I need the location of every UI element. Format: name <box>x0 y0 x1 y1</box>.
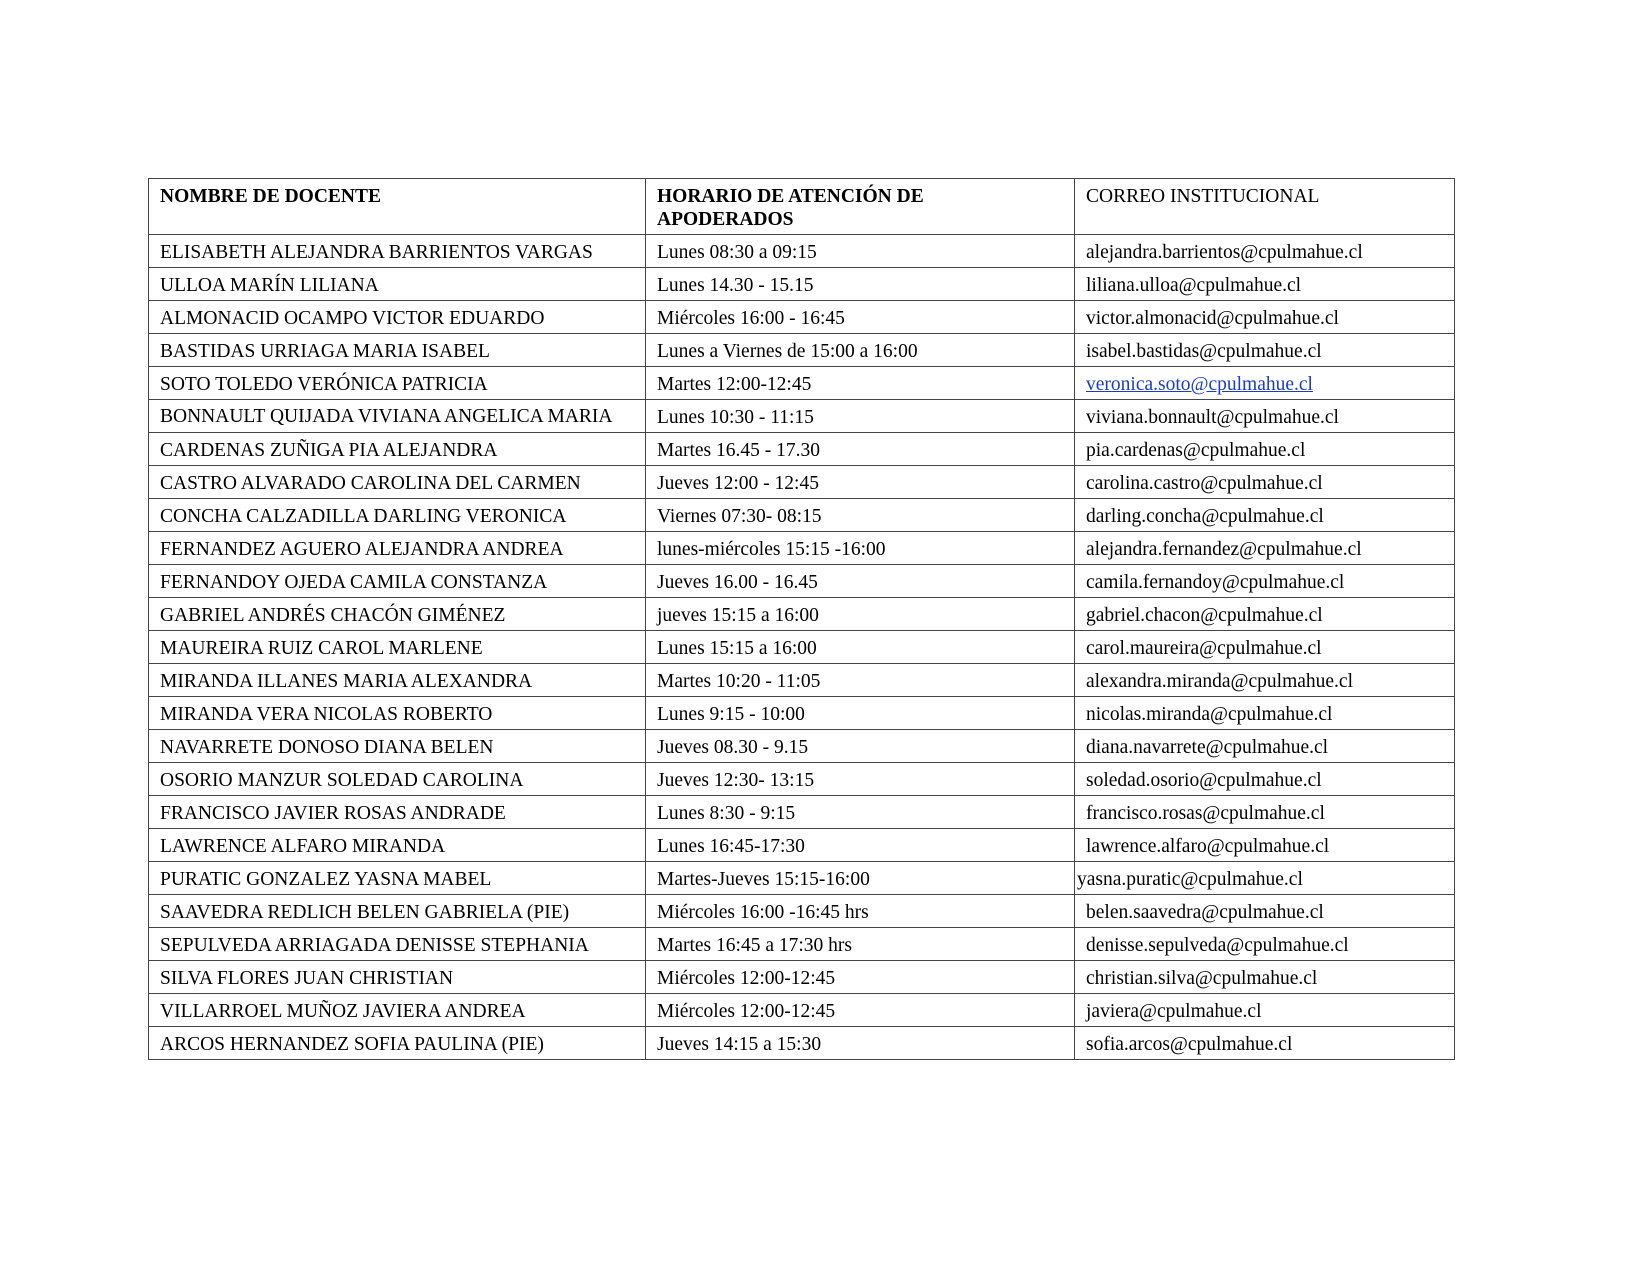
teacher-name: CASTRO ALVARADO CAROLINA DEL CARMEN <box>149 466 646 499</box>
attention-schedule: Jueves 14:15 a 15:30 <box>646 1027 1075 1060</box>
institutional-email: viviana.bonnault@cpulmahue.cl <box>1075 400 1455 433</box>
institutional-email: yasna.puratic@cpulmahue.cl <box>1075 862 1455 895</box>
attention-schedule: Miércoles 12:00-12:45 <box>646 994 1075 1027</box>
table-row <box>149 631 1455 664</box>
teacher-schedule-table <box>148 178 1455 1060</box>
institutional-email: nicolas.miranda@cpulmahue.cl <box>1075 697 1455 730</box>
teacher-name: MIRANDA ILLANES MARIA ALEXANDRA <box>149 664 646 697</box>
table-row <box>149 994 1455 1027</box>
attention-schedule: Lunes 15:15 a 16:00 <box>646 631 1075 664</box>
table-row <box>149 664 1455 697</box>
institutional-email: alejandra.fernandez@cpulmahue.cl <box>1075 532 1455 565</box>
institutional-email: victor.almonacid@cpulmahue.cl <box>1075 301 1455 334</box>
teacher-name: MIRANDA VERA NICOLAS ROBERTO <box>149 697 646 730</box>
header-horario: HORARIO DE ATENCIÓN DE APODERADOS <box>646 179 1075 235</box>
teacher-name: NAVARRETE DONOSO DIANA BELEN <box>149 730 646 763</box>
table-row <box>149 730 1455 763</box>
table-row <box>149 961 1455 994</box>
institutional-email: sofia.arcos@cpulmahue.cl <box>1075 1027 1455 1060</box>
table-row <box>149 235 1455 268</box>
table-row <box>149 829 1455 862</box>
teacher-name: GABRIEL ANDRÉS CHACÓN GIMÉNEZ <box>149 598 646 631</box>
table-row <box>149 697 1455 730</box>
institutional-email: gabriel.chacon@cpulmahue.cl <box>1075 598 1455 631</box>
header-nombre: NOMBRE DE DOCENTE <box>149 179 646 235</box>
attention-schedule: Martes 16:45 a 17:30 hrs <box>646 928 1075 961</box>
teacher-name: MAUREIRA RUIZ CAROL MARLENE <box>149 631 646 664</box>
table-row <box>149 598 1455 631</box>
table-row <box>149 466 1455 499</box>
attention-schedule: Jueves 16.00 - 16.45 <box>646 565 1075 598</box>
attention-schedule: Lunes a Viernes de 15:00 a 16:00 <box>646 334 1075 367</box>
attention-schedule: Martes 12:00-12:45 <box>646 367 1075 400</box>
table-row <box>149 334 1455 367</box>
institutional-email: lawrence.alfaro@cpulmahue.cl <box>1075 829 1455 862</box>
teacher-name: SOTO TOLEDO VERÓNICA PATRICIA <box>149 367 646 400</box>
table-row <box>149 367 1455 400</box>
teacher-name: SILVA FLORES JUAN CHRISTIAN <box>149 961 646 994</box>
teacher-name: FERNANDEZ AGUERO ALEJANDRA ANDREA <box>149 532 646 565</box>
table-row <box>149 301 1455 334</box>
attention-schedule: Lunes 08:30 a 09:15 <box>646 235 1075 268</box>
attention-schedule: Miércoles 12:00-12:45 <box>646 961 1075 994</box>
table-row <box>149 862 1455 895</box>
institutional-email: darling.concha@cpulmahue.cl <box>1075 499 1455 532</box>
email-link[interactable]: veronica.soto@cpulmahue.cl <box>1086 374 1313 395</box>
table-row <box>149 268 1455 301</box>
institutional-email: belen.saavedra@cpulmahue.cl <box>1075 895 1455 928</box>
attention-schedule: Jueves 12:00 - 12:45 <box>646 466 1075 499</box>
attention-schedule: Lunes 16:45-17:30 <box>646 829 1075 862</box>
attention-schedule: Lunes 14.30 - 15.15 <box>646 268 1075 301</box>
institutional-email: denisse.sepulveda@cpulmahue.cl <box>1075 928 1455 961</box>
institutional-email: alejandra.barrientos@cpulmahue.cl <box>1075 235 1455 268</box>
table-row <box>149 565 1455 598</box>
table-row <box>149 499 1455 532</box>
institutional-email: javiera@cpulmahue.cl <box>1075 994 1455 1027</box>
attention-schedule: Jueves 08.30 - 9.15 <box>646 730 1075 763</box>
attention-schedule: lunes-miércoles 15:15 -16:00 <box>646 532 1075 565</box>
institutional-email: diana.navarrete@cpulmahue.cl <box>1075 730 1455 763</box>
institutional-email: isabel.bastidas@cpulmahue.cl <box>1075 334 1455 367</box>
institutional-email: carolina.castro@cpulmahue.cl <box>1075 466 1455 499</box>
teacher-name: ULLOA MARÍN LILIANA <box>149 268 646 301</box>
table-row <box>149 895 1455 928</box>
teacher-name: SAAVEDRA REDLICH BELEN GABRIELA (PIE) <box>149 895 646 928</box>
attention-schedule: Jueves 12:30- 13:15 <box>646 763 1075 796</box>
table-row <box>149 796 1455 829</box>
attention-schedule: Lunes 10:30 - 11:15 <box>646 400 1075 433</box>
institutional-email: christian.silva@cpulmahue.cl <box>1075 961 1455 994</box>
teacher-name: ARCOS HERNANDEZ SOFIA PAULINA (PIE) <box>149 1027 646 1060</box>
teacher-name: CONCHA CALZADILLA DARLING VERONICA <box>149 499 646 532</box>
header-correo: CORREO INSTITUCIONAL <box>1075 179 1455 235</box>
table-row <box>149 1027 1455 1060</box>
attention-schedule: Miércoles 16:00 -16:45 hrs <box>646 895 1075 928</box>
table-row <box>149 763 1455 796</box>
table-row <box>149 928 1455 961</box>
attention-schedule: Lunes 9:15 - 10:00 <box>646 697 1075 730</box>
teacher-name: FRANCISCO JAVIER ROSAS ANDRADE <box>149 796 646 829</box>
attention-schedule: Martes-Jueves 15:15-16:00 <box>646 862 1075 895</box>
teacher-name: BONNAULT QUIJADA VIVIANA ANGELICA MARIA <box>149 400 646 433</box>
institutional-email: alexandra.miranda@cpulmahue.cl <box>1075 664 1455 697</box>
teacher-name: PURATIC GONZALEZ YASNA MABEL <box>149 862 646 895</box>
teacher-name: BASTIDAS URRIAGA MARIA ISABEL <box>149 334 646 367</box>
teacher-name: SEPULVEDA ARRIAGADA DENISSE STEPHANIA <box>149 928 646 961</box>
teacher-name: ELISABETH ALEJANDRA BARRIENTOS VARGAS <box>149 235 646 268</box>
teacher-name: ALMONACID OCAMPO VICTOR EDUARDO <box>149 301 646 334</box>
attention-schedule: Lunes 8:30 - 9:15 <box>646 796 1075 829</box>
table-row <box>149 532 1455 565</box>
table-header-row <box>149 179 1455 235</box>
attention-schedule: Martes 10:20 - 11:05 <box>646 664 1075 697</box>
teacher-name: CARDENAS ZUÑIGA PIA ALEJANDRA <box>149 433 646 466</box>
institutional-email <box>1075 367 1455 400</box>
attention-schedule: Viernes 07:30- 08:15 <box>646 499 1075 532</box>
teacher-name: OSORIO MANZUR SOLEDAD CAROLINA <box>149 763 646 796</box>
attention-schedule: Martes 16.45 - 17.30 <box>646 433 1075 466</box>
teacher-name: FERNANDOY OJEDA CAMILA CONSTANZA <box>149 565 646 598</box>
attention-schedule: Miércoles 16:00 - 16:45 <box>646 301 1075 334</box>
teacher-name: LAWRENCE ALFARO MIRANDA <box>149 829 646 862</box>
table-row <box>149 433 1455 466</box>
institutional-email: camila.fernandoy@cpulmahue.cl <box>1075 565 1455 598</box>
teacher-name: VILLARROEL MUÑOZ JAVIERA ANDREA <box>149 994 646 1027</box>
table-row <box>149 400 1455 433</box>
institutional-email: carol.maureira@cpulmahue.cl <box>1075 631 1455 664</box>
attention-schedule: jueves 15:15 a 16:00 <box>646 598 1075 631</box>
institutional-email: liliana.ulloa@cpulmahue.cl <box>1075 268 1455 301</box>
institutional-email: francisco.rosas@cpulmahue.cl <box>1075 796 1455 829</box>
institutional-email: soledad.osorio@cpulmahue.cl <box>1075 763 1455 796</box>
institutional-email: pia.cardenas@cpulmahue.cl <box>1075 433 1455 466</box>
